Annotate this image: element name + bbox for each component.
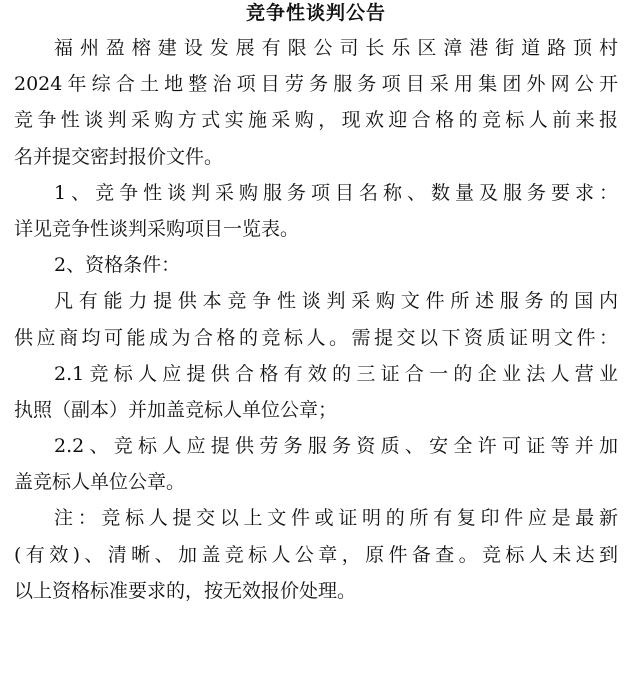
paragraph-line: 供应商均可能成为合格的竞标人。需提交以下资质证明文件： <box>14 326 618 349</box>
paragraph-line: 福州盈榕建设发展有限公司长乐区漳港街道路顶村 <box>54 37 618 59</box>
paragraph-line: 盖竞标人单位公章。 <box>14 471 186 494</box>
section-heading-2: 2、资格条件： <box>54 254 181 277</box>
paragraph-line: 执照（副本）并加盖竞标人单位公章； <box>14 398 338 421</box>
paragraph-line: 竞争性谈判采购方式实施采购，现欢迎合格的竞标人前来报 <box>14 109 618 132</box>
paragraph-line: (有效)、清晰、加盖竞标人公章，原件备查。竞标人未达到 <box>14 543 618 566</box>
paragraph-line: 详见竞争性谈判采购项目一览表。 <box>14 217 300 240</box>
paragraph-line: 2024年综合土地整治项目劳务服务项目采用集团外网公开 <box>14 73 618 96</box>
clause-2-2: 2.2、竞标人应提供劳务服务资质、安全许可证等并加 <box>54 435 618 458</box>
document-title: 竞争性谈判公告 <box>245 2 386 24</box>
paragraph-line: 名并提交密封报价文件。 <box>14 145 224 168</box>
document <box>14 0 618 609</box>
note-line: 注：竞标人提交以上文件或证明的所有复印件应是最新 <box>54 507 618 530</box>
section-heading-1: 1、竞争性谈判采购服务项目名称、数量及服务要求： <box>54 181 618 204</box>
paragraph-line: 以上资格标准要求的，按无效报价处理。 <box>14 579 357 602</box>
clause-2-1: 2.1竞标人应提供合格有效的三证合一的企业法人营业 <box>54 362 618 385</box>
paragraph-line: 凡有能力提供本竞争性谈判采购文件所述服务的国内 <box>54 290 618 313</box>
